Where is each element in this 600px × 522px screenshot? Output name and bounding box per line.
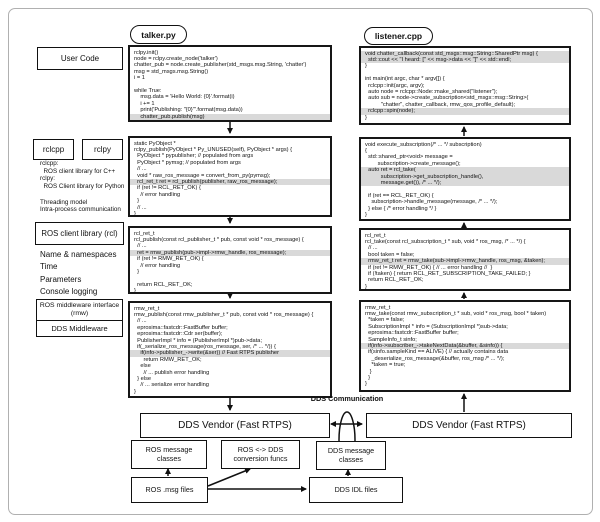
rcl-label-box: [35, 222, 124, 245]
rclpy-label: rclpy: [94, 145, 111, 154]
talker-file-title-label: talker.py: [141, 29, 176, 40]
rmw-publish-code: rmw_ret_t rmw_publish(const rmw_publisher_t * pub, const void * ros_message) { // ... eprosima::fastcdr::FastBuffer buffer; eprosima::fastcdr::Cdr ser(buffer); PublisherImpl * info = (PublisherImpl *)pub->data; if(_serialize_ros_message(ros_message, ser, /* ... */)) { if(info->publisher_->write(&ser)) // Fast RTPS publisher return RMW_RET_OK; else // ... publish error handling } else // ... serialize error handling }: [128, 301, 332, 398]
dds-message-classes-box: DDS message classes: [316, 441, 386, 470]
listener-user-code: void chatter_callback(const std_msgs::msg::String::SharedPtr msg) { std::cout << "I heard: [" << msg->data << "]" << std::endl; } int main(int argc, char * argv[]) { rclcpp::init(argc, argv); auto node = rclcpp::Node::make_shared("listener"); auto sub = node->create_subscription<std_msgs::msg::String>( "chatter", chatter_callback, rmw_qos_profile_default); rclcpp::spin(node); }: [359, 46, 571, 125]
rcl-feature-list: Name & namespaces Time Parameters Console logging: [40, 250, 117, 297]
rmw-label-box: [36, 299, 123, 337]
rclcpp-label-box: [33, 139, 74, 160]
dds-vendor-right-label: DDS Vendor (Fast RTPS): [412, 420, 526, 431]
ros-message-classes-box: ROS message classes: [131, 440, 207, 469]
dds-idl-files-box: DDS IDL files: [309, 477, 403, 503]
dds-middleware-label: DDS Middleware: [51, 324, 108, 333]
talker-file-title: [130, 25, 187, 44]
rclpy-publish-code: static PyObject * rclpy_publish(PyObject * Py_UNUSED(self), PyObject * args) { PyObject * pypublisher; // populated from args PyObject * pymsg; // populated from args // ... void * raw_ros_message = convert_from_py(pymsg); rcl_ret_t ret = rcl_publish(publisher, raw_ros_message); if (ret != RCL_RET_OK) { // error handling } // ... }: [128, 136, 332, 217]
listener-file-title: [364, 27, 433, 45]
user-code-label: User Code: [60, 54, 100, 63]
dds-vendor-right-box: [366, 413, 572, 438]
talker-user-code: rclpy.init() node = rclpy.create_node('talker') chatter_pub = node.create_publisher(std_msgs.msg.String, 'chatter') msg = std_msgs.msg.String() i = 1 while True: msg.data = 'Hello World: {0}'.format(i) i += 1 print('Publishing: "{0}"'.format(msg.data)) chatter_pub.publish(msg): [128, 45, 332, 122]
dds-communication-text: DDS Communication: [310, 394, 384, 403]
rclpy-label-box: [82, 139, 123, 160]
dds-vendor-left-box: [140, 413, 330, 438]
dds-vendor-left-label: DDS Vendor (Fast RTPS): [178, 420, 292, 431]
client-library-notes: rclcpp: ROS client library for C++ rclpy: ROS Client library for Python Threading model Intra-process communication: [40, 160, 125, 214]
listener-file-title-label: listener.cpp: [374, 31, 423, 41]
execute-subscription-code: void execute_subscription(/* ... */ subscription) { std::shared_ptr<void> message = subscription->create_message(); auto ret = rcl_take( subscription->get_subscription_handle(), message.get()), /* ... */); if (ret == RCL_RET_OK) { subscription->handle_message(message, /* ... */); } else { /* error handling */ } }: [359, 137, 571, 221]
rmw-take-code: rmw_ret_t rmw_take(const rmw_subscription_t * sub, void * ros_msg, bool * taken) *taken = false; SubscriptionImpl * info = (SubscriptionImpl *)sub->data; eprosima::fastcdr::FastBuffer buffer; SampleInfo_t sinfo; if(info->subscriber_->takeNextData(&buffer, &sinfo)) { if(sinfo.sampleKind == ALIVE) { // actually contains data _deserialize_ros_message(&buffer, ros_msg /* ... */); *taken = true; } } }: [359, 300, 571, 392]
ros-msg-files-box: ROS .msg files: [131, 477, 208, 503]
user-code-label-box: [37, 47, 123, 70]
rcl-publish-code: rcl_ret_t rcl_publish(const rcl_publisher_t * pub, const void * ros_message) { // ... ret = rmw_publish(pub->impl->rmw_handle, ros_message); if (ret != RMW_RET_OK) { // error handling } return RCL_RET_OK; }: [128, 226, 332, 294]
dds-communication-label: [297, 394, 397, 403]
ros-dds-conversion-funcs-box: ROS <-> DDS conversion funcs: [221, 440, 300, 469]
rcl-take-code: rcl_ret_t rcl_take(const rcl_subscription_t * sub, void * ros_msg, /* ... */) { // ... bool taken = false; rmw_ret_t ret = rmw_take(sub->impl->rmw_handle, ros_msg, &taken); if (ret != RMW_RET_OK) { // ... error handling // } if (!taken) { return RCL_RET_SUBSCRIPTION_TAKE_FAILED; } return RCL_RET_OK; }: [359, 228, 571, 291]
rcl-label: ROS client library (rcl): [41, 229, 118, 238]
rmw-label: ROS middleware interface (rmw): [37, 300, 122, 321]
rclcpp-label: rclcpp: [42, 145, 65, 154]
